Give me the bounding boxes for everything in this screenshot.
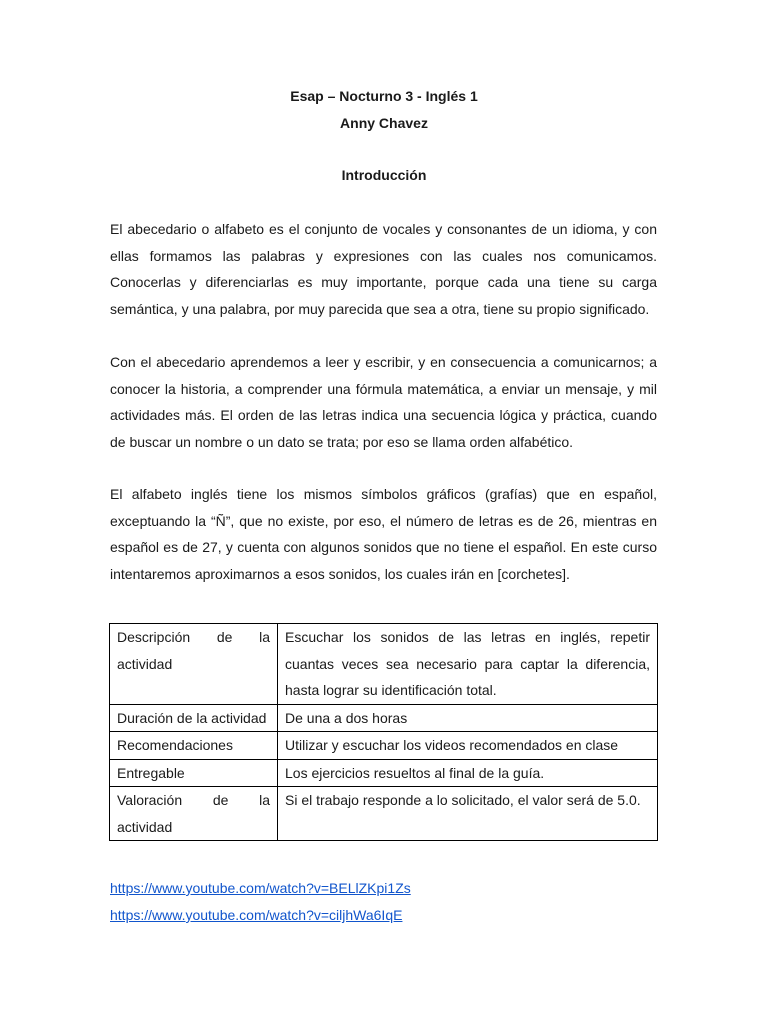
paragraph-uses [110,349,657,455]
paragraph-line: exceptuando la “Ñ”, que no existe, por eso, el número de letras es de 26, mientras en [110,512,657,529]
table-label-line: Descripción de la [117,629,270,645]
table-label-cell [110,759,278,787]
table-row-duration [110,704,658,732]
table-label-line: Duración de la actividad [117,709,267,726]
paragraph-line: español es de 27, y cuenta con algunos sonidos que no tiene el español. En este curso [110,539,657,555]
paragraph-english-alphabet [110,481,657,587]
table-value-cell [278,787,658,841]
video-link-1[interactable]: https://www.youtube.com/watch?v=BELlZKpi1Zs [110,880,411,896]
table-row-assessment [110,787,658,841]
paragraph-line: de buscar un nombre o un dato se trata; por eso se llama orden alfabético. [110,433,574,450]
table-value-line: Los ejercicios resueltos al final de la guía. [285,764,545,781]
table-value-cell [278,624,658,705]
table-value-cell [278,732,658,760]
course-heading: Esap – Nocturno 3 - Inglés 1 [290,88,478,104]
table-row-recommendations [110,732,658,760]
paragraph-line: semántica, y una palabra, por muy parecida que sea a otra, tiene su propio significado. [110,300,650,317]
table-label-line: actividad [117,655,173,672]
table-value-line: De una a dos horas [285,709,408,726]
table-value-line: Si el trabajo responde a lo solicitado, el valor será de 5.0. [285,792,641,808]
table-row-deliverable [110,759,658,787]
table-value-line: hasta lograr su identificación total. [285,682,497,698]
activity-table [109,623,658,841]
author-name: Anny Chavez [340,115,428,131]
table-label-line: actividad [117,818,173,835]
paragraph-line: El abecedario o alfabeto es el conjunto de vocales y consonantes de un idioma, y con [110,221,657,237]
table-label-line: Recomendaciones [117,737,233,753]
table-value-line: Escuchar los sonidos de las letras en inglés, repetir [285,629,650,645]
paragraph-line: intentaremos aproximarnos a esos sonidos, los cuales irán en [corchetes]. [110,565,570,582]
section-title: Introducción [341,167,427,183]
table-label-cell [110,704,278,732]
table-label-cell [110,624,278,705]
paragraph-line: Conocerlas y diferenciarlas es muy importante, porque cada una tiene su carga [110,274,657,290]
paragraph-line: ellas formamos las palabras y expresiones con las cuales nos comunicamos. [110,247,657,264]
paragraph-line: conocer la historia, a comprender una fórmula matemática, a enviar un mensaje, y mil [110,380,657,397]
table-value-cell [278,759,658,787]
table-label-cell [110,787,278,841]
table-label-line: Valoración de la [117,792,270,808]
table-row-description [110,624,658,705]
paragraph-line: Con el abecedario aprendemos a leer y escribir, y en consecuencia a comunicarnos; a [110,354,657,370]
video-link-2[interactable]: https://www.youtube.com/watch?v=ciljhWa6IqE [110,907,403,923]
table-value-cell [278,704,658,732]
paragraph-line: El alfabeto inglés tiene los mismos símbolos gráficos (grafías) que en español, [110,486,657,502]
paragraph-line: actividades más. El orden de las letras indica una secuencia lógica y práctica, cuando [110,407,657,423]
table-label-line: Entregable [117,764,185,781]
table-value-line: Utilizar y escuchar los videos recomendados en clase [285,737,619,753]
table-value-line: cuantas veces sea necesario para captar la diferencia, [285,655,650,672]
table-label-cell [110,732,278,760]
paragraph-intro [110,216,657,322]
